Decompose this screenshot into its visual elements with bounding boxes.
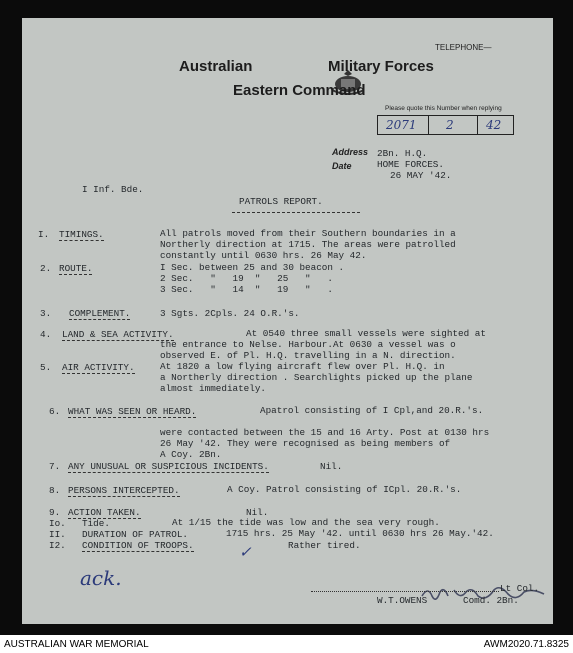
command-name: Eastern Command — [233, 82, 366, 99]
item-text: At 0540 three small vessels were sighted at — [246, 328, 486, 339]
item-text: observed E. of Pl. H.Q. travelling in a N. direction. — [160, 350, 456, 361]
address-line-3: 26 MAY '42. — [390, 170, 452, 181]
report-title: PATROLS REPORT. — [239, 196, 323, 207]
signature-appointment: Comd. 2Bn. — [463, 595, 519, 606]
item-label-action: ACTION TAKEN. — [68, 507, 141, 518]
signature-line — [311, 591, 499, 592]
item-text: A Coy. Patrol consisting of ICpl. 20.R.'s. — [227, 484, 462, 495]
item-text: 3 Sec. " 14 " 19 " . — [160, 284, 333, 295]
document-page — [22, 18, 553, 624]
letterhead-right: Military Forces — [328, 58, 434, 75]
address-label: Address — [332, 147, 369, 157]
item-text: were contacted between the 15 and 16 Arty. Post at 0130 hrs — [160, 427, 490, 438]
item-text: Apatrol consisting of I Cpl,and 20.R.'s. — [260, 405, 484, 416]
item-text: the entrance to Nelse. Harbour.At 0630 a vessel was o — [160, 339, 456, 350]
item-number: I2. — [49, 540, 66, 551]
telephone-label: TELEPHONE— — [435, 43, 492, 52]
item-label-route: ROUTE. — [59, 263, 93, 274]
address-line-2: HOME FORCES. — [377, 159, 444, 170]
item-label-condition: CONDITION OF TROOPS. — [82, 540, 194, 551]
quote-note: Please quote this Number when replying — [385, 105, 502, 112]
item-text: Nil. — [246, 507, 269, 518]
date-label: Date — [332, 161, 352, 171]
item-number: 6. — [49, 406, 61, 417]
item-text: I Sec. between 25 and 30 beacon . — [160, 262, 345, 273]
item-label-duration: DURATION OF PATROL. — [82, 529, 189, 540]
check-mark: ✓ — [239, 543, 252, 561]
letterhead-left: Australian — [179, 58, 253, 75]
item-label-complement: COMPLEMENT. — [69, 308, 131, 319]
item-number: Io. — [49, 518, 66, 529]
item-text: At 1820 a low flying aircraft flew over Pl. H.Q. in — [160, 361, 445, 372]
item-number: 3. — [40, 308, 52, 319]
item-number: 4. — [40, 329, 52, 340]
item-text: constantly until 0630 hrs. 26 May 42. — [160, 250, 367, 261]
item-number: 5. — [40, 362, 52, 373]
item-text: 26 May '42. They were recognised as being members of — [160, 438, 451, 449]
item-number: II. — [49, 529, 66, 540]
ref-box-3 — [477, 115, 514, 135]
item-label-seen: WHAT WAS SEEN OR HEARD. — [68, 406, 197, 417]
ref-box-2 — [428, 115, 478, 135]
signature — [362, 564, 492, 590]
item-text: 1715 hrs. 25 May '42. until 0630 hrs 26 May.'42. — [226, 528, 494, 539]
item-number: 7. — [49, 461, 61, 472]
coat-of-arms-emblem — [270, 50, 310, 78]
item-text: Northerly direction at 1715. The areas were patrolled — [160, 239, 456, 250]
item-text: almost immediately. — [160, 383, 267, 394]
ref-number-1: 2071 — [386, 118, 417, 132]
footer-accession-number: AWM2020.71.8325 — [483, 639, 569, 650]
item-label-timings: TIMINGS. — [59, 229, 104, 240]
item-text: a Northerly direction . Searchlights picked up the plane — [160, 372, 473, 383]
item-label-persons: PERSONS INTERCEPTED. — [68, 485, 180, 496]
item-number: 2. — [40, 263, 52, 274]
item-label-unusual: ANY UNUSUAL OR SUSPICIOUS INCIDENTS. — [68, 461, 269, 472]
item-text: Nil. — [320, 461, 343, 472]
ref-box-1 — [377, 115, 429, 135]
item-text: Rather tired. — [288, 540, 361, 551]
title-underline — [232, 212, 360, 213]
item-text: 3 Sgts. 2Cpls. 24 O.R.'s. — [160, 308, 300, 319]
address-line-1: 2Bn. H.Q. — [377, 148, 428, 159]
item-number: 8. — [49, 485, 61, 496]
signature-rank: Lt Col. — [500, 583, 540, 594]
item-text: At 1/15 the tide was low and the sea very rough. — [172, 517, 440, 528]
recipient: I Inf. Bde. — [82, 184, 144, 195]
footer-archive-name: AUSTRALIAN WAR MEMORIAL — [4, 639, 149, 650]
item-label-air: AIR ACTIVITY. — [62, 362, 135, 373]
item-number: 9. — [49, 507, 61, 518]
ref-number-2: 2 — [446, 118, 454, 132]
signature-name: W.T.OWENS — [377, 595, 428, 606]
item-text: A Coy. 2Bn. — [160, 449, 222, 460]
item-text: All patrols moved from their Southern boundaries in a — [160, 228, 456, 239]
ack-annotation: ack. — [80, 566, 122, 590]
ref-number-3: 42 — [486, 118, 502, 132]
item-number: I. — [38, 229, 50, 240]
item-text: 2 Sec. " 19 " 25 " . — [160, 273, 333, 284]
item-label-land-sea: LAND & SEA ACTIVITY. — [62, 329, 174, 340]
item-label-tide: Tide. — [82, 518, 110, 529]
